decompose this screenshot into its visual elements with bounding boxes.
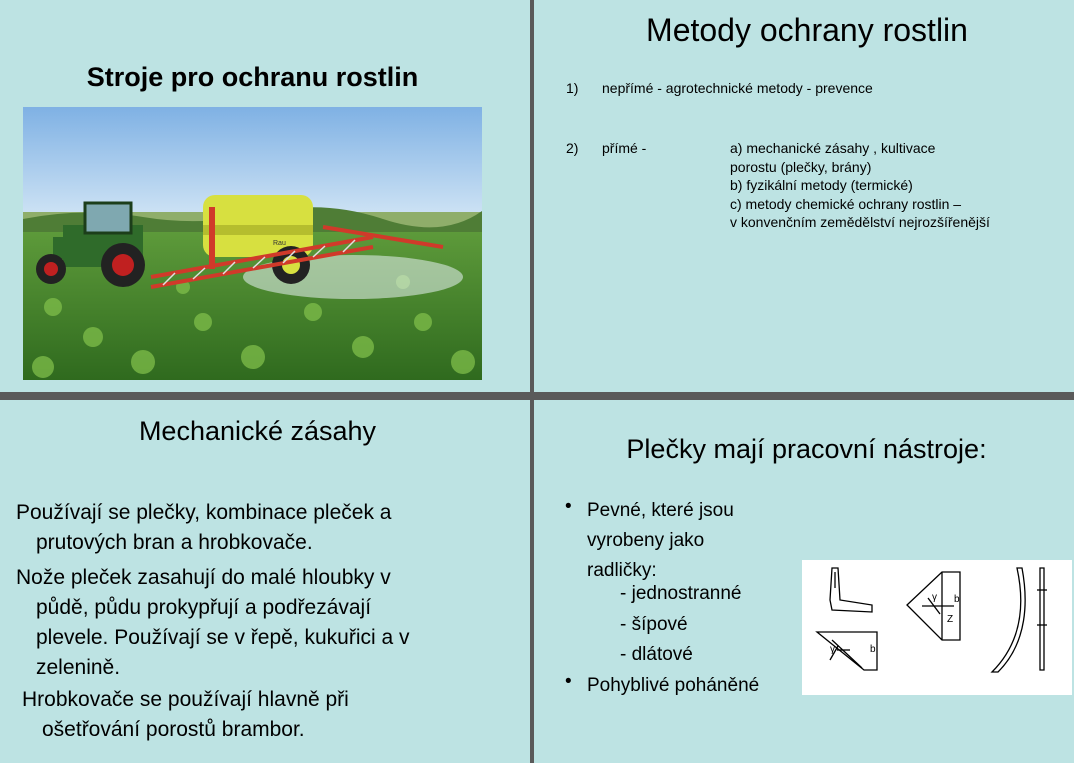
- paragraph-line: půdě, půdu prokypřují a podřezávají: [36, 596, 372, 619]
- item2-line: c) metody chemické ochrany rostlin –: [730, 195, 962, 212]
- item2-number: 2): [566, 140, 579, 156]
- paragraph-line: plevele. Používají se v řepě, kukuřici a v: [36, 626, 410, 649]
- paragraph-line: zelenině.: [36, 656, 121, 679]
- divider-horizontal: [0, 392, 1074, 400]
- slide2-title: Metody ochrany rostlin: [646, 12, 968, 48]
- paragraph-line: Nože pleček zasahují do malé hloubky v: [16, 566, 391, 589]
- slide-metody: [534, 0, 1074, 392]
- bullet-icon: •: [565, 671, 572, 692]
- diagram-label-b: b: [870, 644, 876, 655]
- diagram-label-angle: γ: [932, 592, 937, 603]
- divider-vertical: [530, 0, 534, 763]
- paragraph-noze: [16, 563, 521, 683]
- paragraph-line: Používají se plečky, kombinace pleček a: [16, 501, 392, 524]
- slide1-title: Stroje pro ochranu rostlin: [86, 62, 419, 92]
- paragraph-hrobkovace: [22, 685, 527, 745]
- item1-number: 1): [566, 80, 579, 96]
- item1-text: nepřímé - agrotechnické metody - prevence: [602, 80, 873, 96]
- paragraph-plecky: [16, 498, 521, 558]
- diagram-label-b: b: [954, 594, 960, 605]
- sprayer-photo: [23, 107, 482, 380]
- item2-label: přímé -: [602, 140, 647, 156]
- item2-line: porostu (plečky, brány): [730, 158, 872, 175]
- tools-diagram: [802, 560, 1072, 695]
- diagram-label-angle: γ: [830, 644, 835, 655]
- photo-brand: Rau: [273, 240, 286, 247]
- item2-line: b) fyzikální metody (termické): [730, 177, 913, 193]
- bullet-pevne: [587, 496, 734, 586]
- bullet-icon: •: [565, 496, 572, 517]
- slide-mechanicke: [0, 400, 530, 763]
- paragraph-line: ošetřování porostů brambor.: [42, 718, 305, 741]
- sub-item-dlatove: - dlátové: [620, 644, 693, 665]
- item2-details: [730, 139, 990, 232]
- bullet-line: radličky:: [587, 560, 657, 581]
- paragraph-line: prutových bran a hrobkovače.: [36, 531, 313, 554]
- slide4-title: Plečky mají pracovní nástroje:: [626, 434, 987, 464]
- item2-line: a) mechanické zásahy , kultivace: [730, 140, 936, 156]
- bullet-pohyblive: Pohyblivé poháněné: [587, 675, 760, 696]
- slide-nastroje: [534, 400, 1074, 763]
- slide-stroje: [0, 0, 530, 392]
- diagram-label-z: Z: [947, 614, 954, 625]
- slide3-title: Mechanické zásahy: [138, 416, 377, 446]
- item2-line: v konvenčním zemědělství nejrozšířenější: [730, 214, 990, 230]
- bullet-line: vyrobeny jako: [587, 530, 705, 551]
- paragraph-line: Hrobkovače se používají hlavně při: [22, 688, 349, 711]
- sub-item-jednostranne: - jednostranné: [620, 583, 742, 604]
- sub-item-sipove: - šípové: [620, 614, 688, 635]
- bullet-line: Pevné, které jsou: [587, 500, 734, 521]
